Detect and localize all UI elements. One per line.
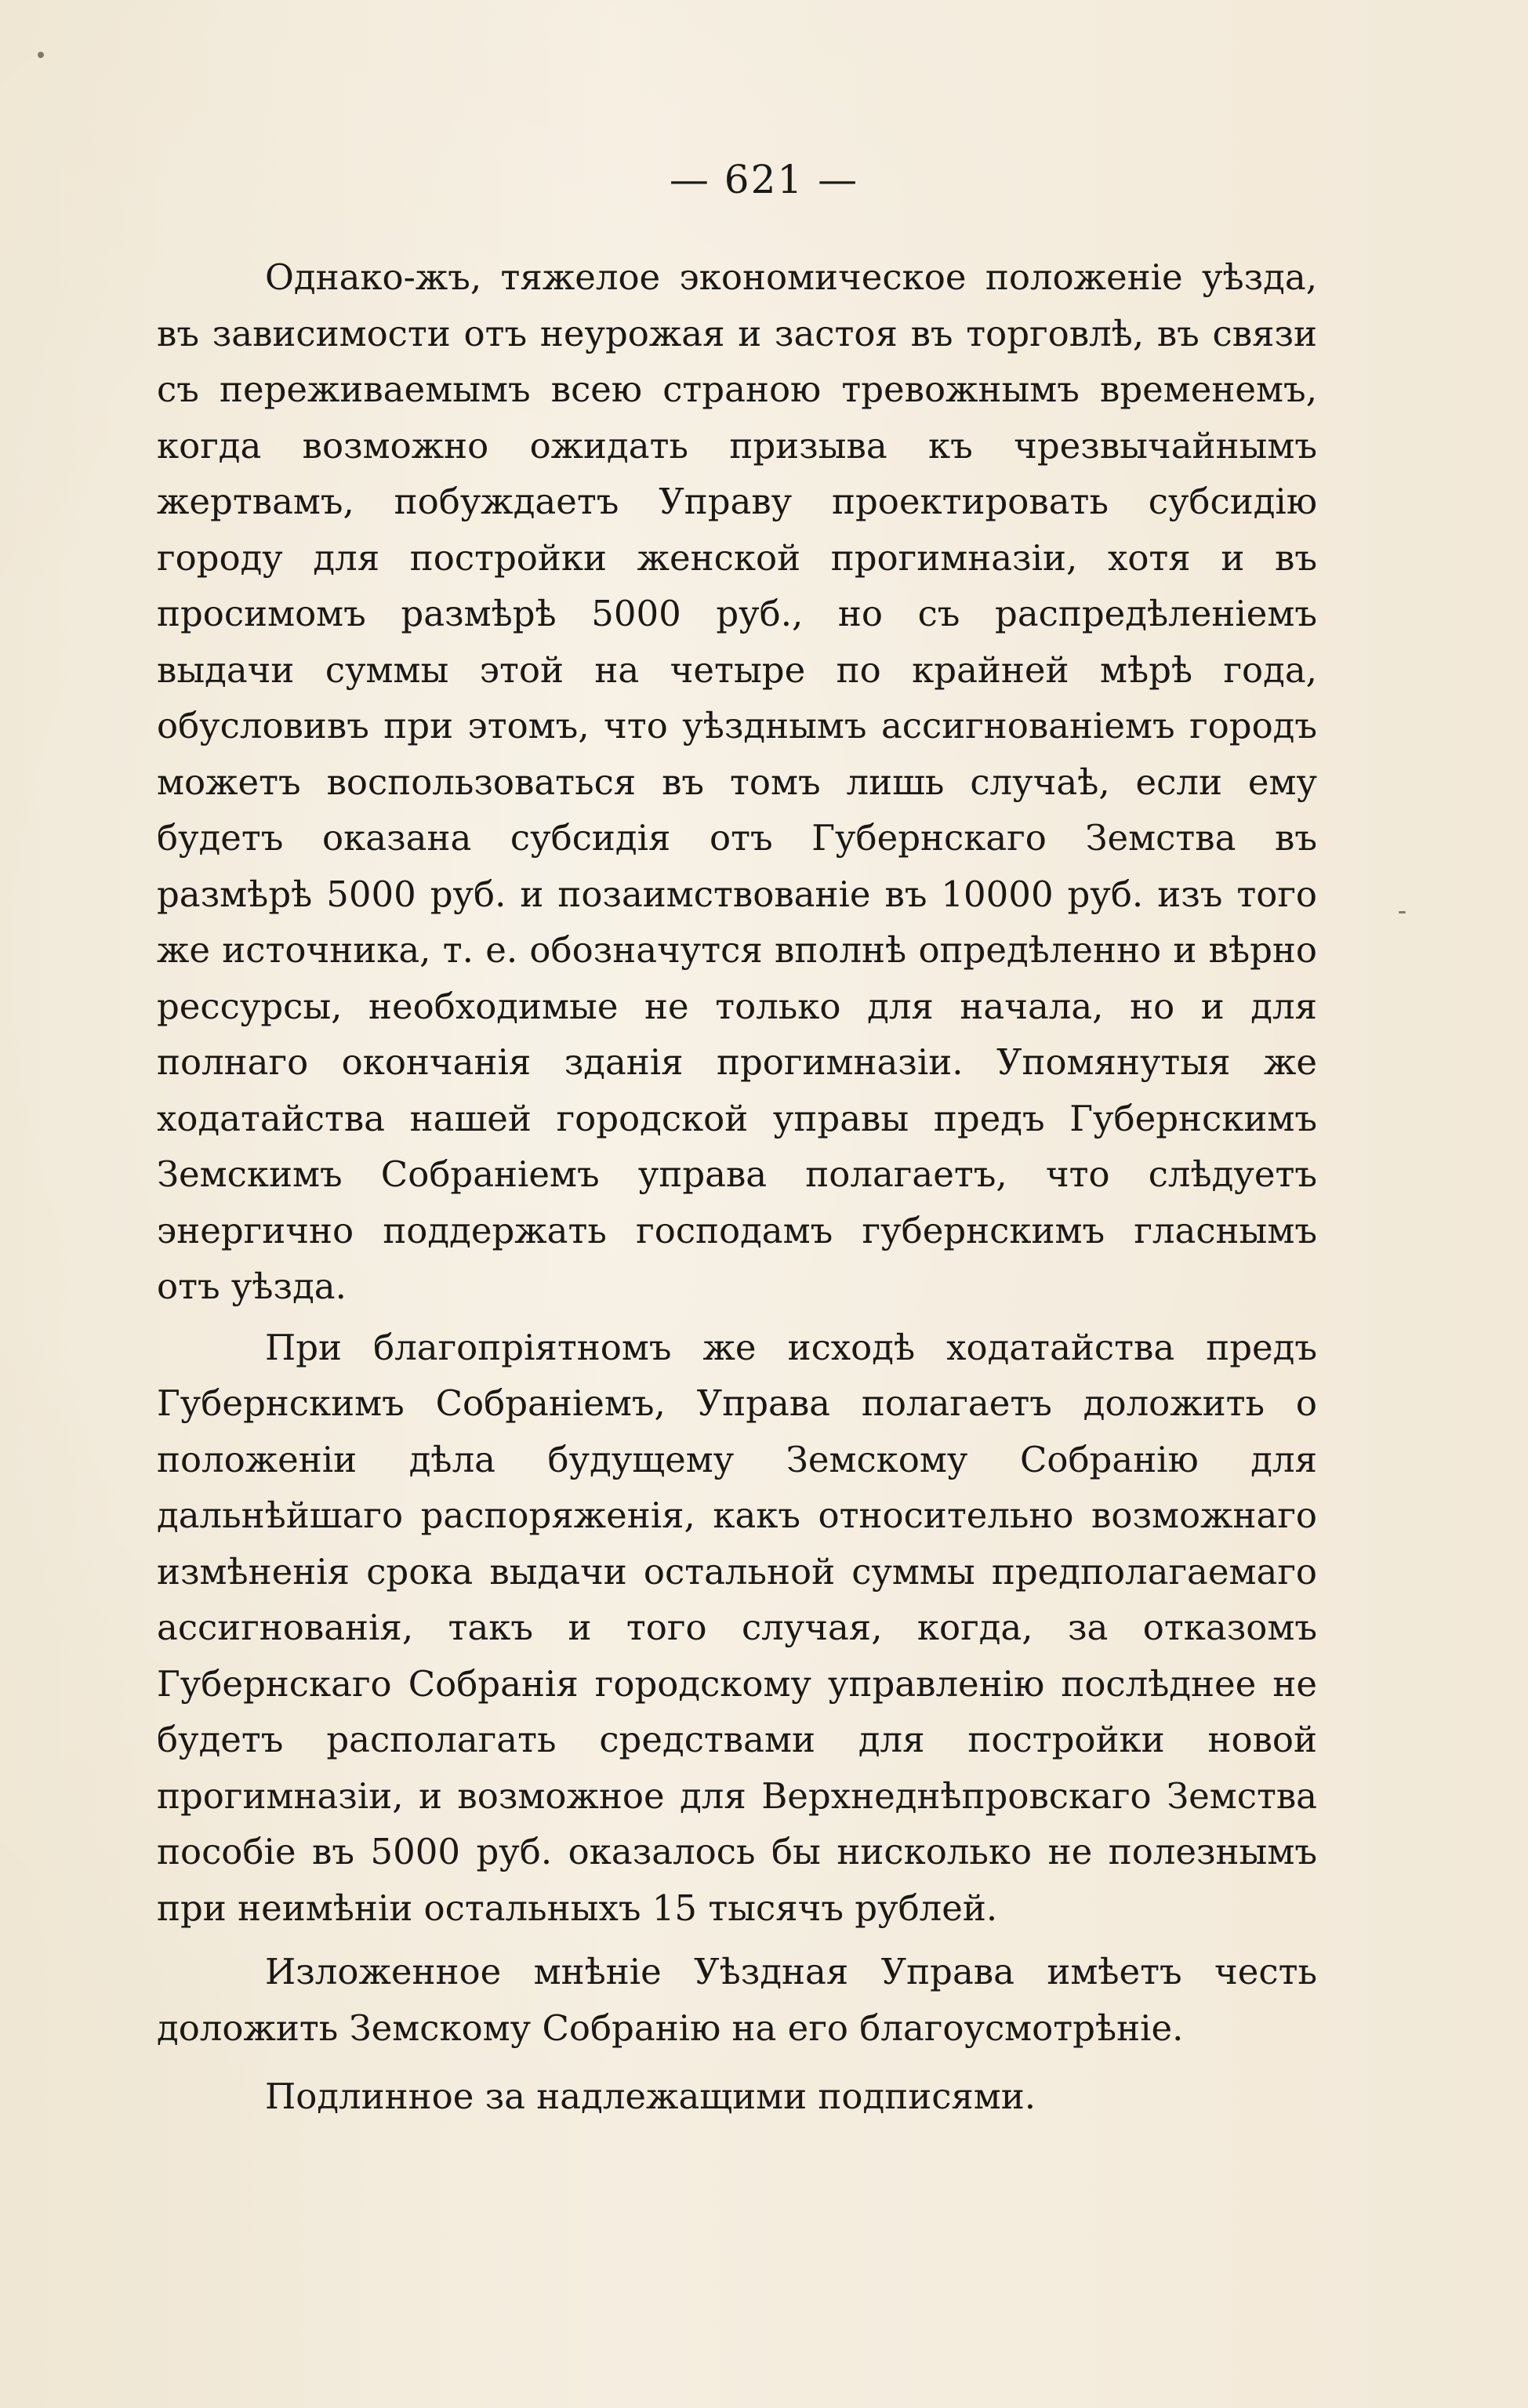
paragraph-favorable-outcome: При благопріятномъ же исходѣ ходатайства предъ Губернскимъ Собраніемъ, Управа полагаетъ доложить о положеніи дѣла будущему Земскому Собранію для дальнѣйшаго распоряженія, какъ относительно возможнаго измѣненія срока выдачи остальной суммы предполагаемаго ассигнованія, такъ и того случая, когда, за отказомъ Губернскаго Собранія городскому управленію послѣднее не будетъ располагать средствами для постройки новой прогимназіи, и возможное для Верхнеднѣпровскаго Земства пособіе въ 5000 руб. оказалось бы нисколько не полезнымъ при неимѣніи остальныхъ 15 тысячъ рублей.	[157, 1326, 1317, 1929]
paragraph-opinion-report: Изложенное мнѣніе Уѣздная Управа имѣетъ честь доложить Земскому Собранію на его благоусмотрѣніе.	[157, 1951, 1317, 2049]
ink-speck-right	[1399, 911, 1406, 913]
page-number: — 621 —	[669, 157, 859, 202]
paragraph-signatures-note: Подлинное за надлежащими подписями.	[265, 2076, 1036, 2117]
body-text	[157, 249, 1317, 2125]
paragraph-subsidy-proposal: Однако-жъ, тяжелое экономическое положеніе уѣзда, въ зависимости отъ неурожая и застоя въ торговлѣ, въ связи съ переживаемымъ всею страною тревожнымъ временемъ, когда возможно ожидать призыва къ чрезвычайнымъ жертвамъ, побуждаетъ Управу проектировать субсидію городу для постройки женской прогимназіи, хотя и въ просимомъ размѣрѣ 5000 руб., но съ распредѣленіемъ выдачи суммы этой на четыре по крайней мѣрѣ года, обусловивъ при этомъ, что уѣзднымъ ассигнованіемъ городъ можетъ воспользоваться въ томъ лишь случаѣ, если ему будетъ оказана субсидія отъ Губернскаго Земства въ размѣрѣ 5000 руб. и позаимствованіе въ 10000 руб. изъ того же источника, т. е. обозначутся вполнѣ опредѣленно и вѣрно рессурсы, необходимые не только для начала, но и для полнаго окончанія зданія прогимназіи. Упомянутыя же ходатайства нашей городской управы предъ Губернскимъ Земскимъ Собраніемъ управа полагаетъ, что слѣдуетъ энергично поддержать господамъ губернскимъ гласнымъ отъ уѣзда.	[157, 256, 1317, 1307]
ink-speck-top-left	[38, 52, 44, 58]
